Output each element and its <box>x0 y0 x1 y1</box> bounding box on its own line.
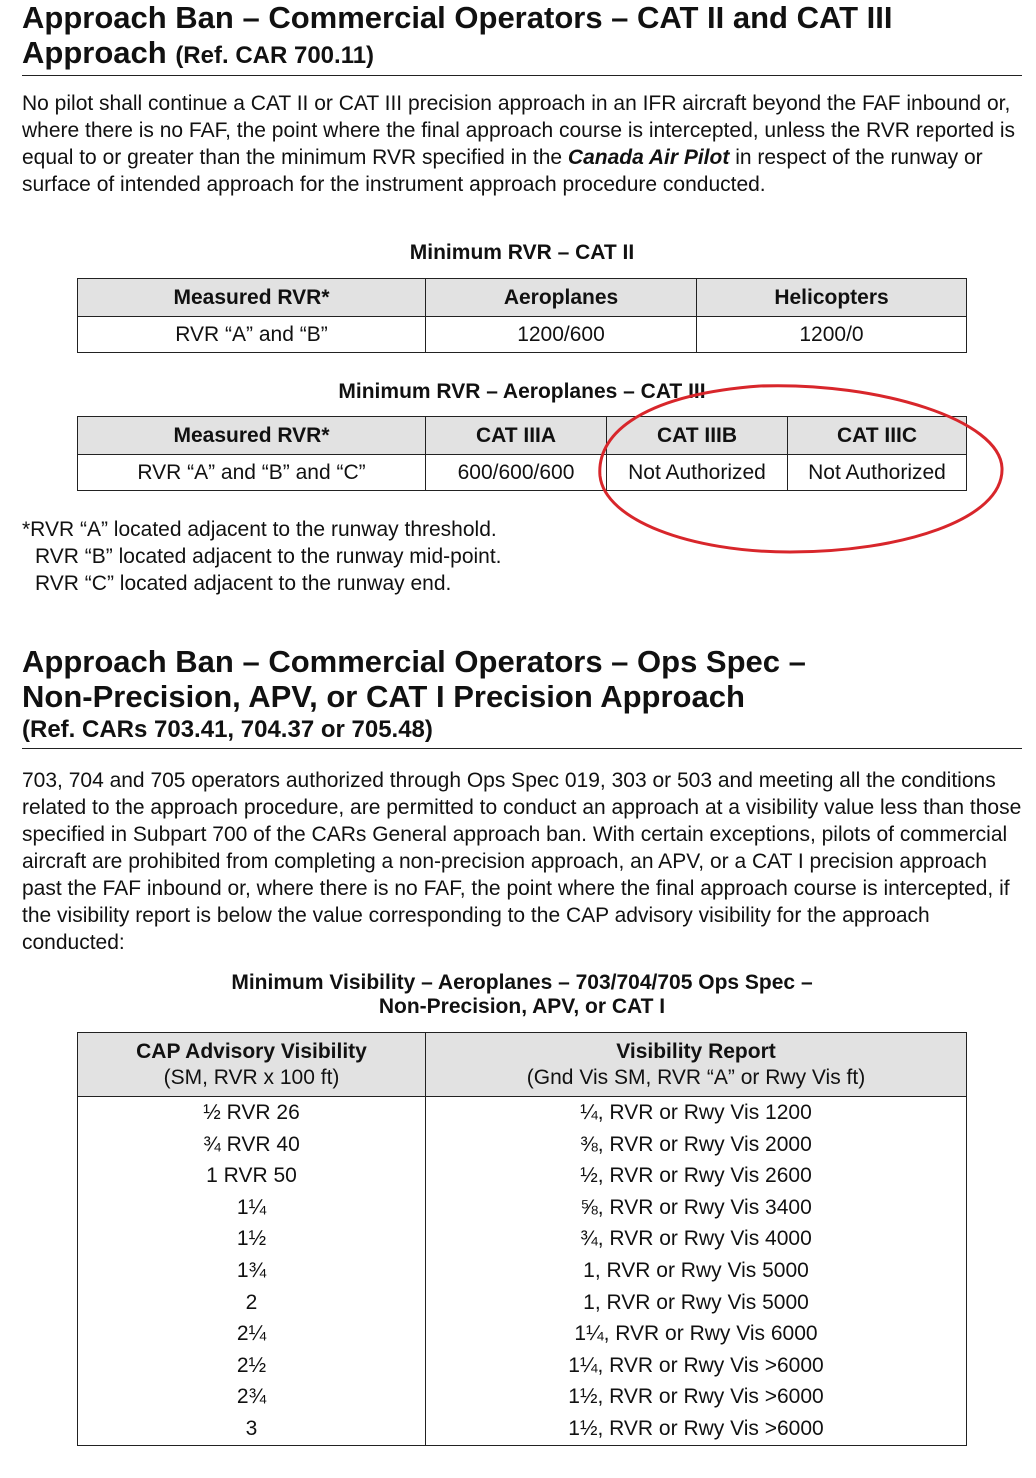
table-vis-col2-title: Visibility Report <box>616 1039 776 1063</box>
table-row <box>78 1287 967 1319</box>
table-row <box>78 1255 967 1287</box>
table-cell: ⅝, RVR or Rwy Vis 3400 <box>426 1192 967 1224</box>
table-cell: ⅜, RVR or Rwy Vis 2000 <box>426 1129 967 1161</box>
table-cell: ½ RVR 26 <box>78 1097 426 1129</box>
table-cat2-header: Aeroplanes <box>426 279 697 317</box>
table-cat3-cell: 600/600/600 <box>426 455 607 491</box>
table-cat2-header: Measured RVR* <box>78 279 426 317</box>
table-cat3-cell: Not Authorized <box>607 455 788 491</box>
table-cat3-header: Measured RVR* <box>78 417 426 455</box>
table-row <box>78 1318 967 1350</box>
table-cell: 1 RVR 50 <box>78 1160 426 1192</box>
table-vis-col1-sub: (SM, RVR x 100 ft) <box>163 1065 340 1089</box>
table-cat3-header: CAT IIIB <box>607 417 788 455</box>
table-cell: 2¼ <box>78 1318 426 1350</box>
table-cat2-cell: 1200/0 <box>697 317 967 353</box>
section2-heading-ref: (Ref. CARs 703.41, 704.37 or 705.48) <box>22 716 433 743</box>
section1-heading-main: Approach Ban – Commercial Operators – CAT II and CAT III Approach <box>22 0 893 70</box>
table-cell: 2¾ <box>78 1381 426 1413</box>
table-cell: 1¼, RVR or Rwy Vis 6000 <box>426 1318 967 1350</box>
table-cell: ½, RVR or Rwy Vis 2600 <box>426 1160 967 1192</box>
section2-heading-block <box>22 644 1022 749</box>
table-cell: 1, RVR or Rwy Vis 5000 <box>426 1255 967 1287</box>
section2-heading <box>22 644 1022 748</box>
table-cat2 <box>77 278 967 353</box>
section1-para-before: No pilot shall continue a CAT II or CAT III precision approach in an IFR aircraft beyond the FAF inbound or, where there is no FAF, the point where the final approach course is intercepted, unless the RVR reported is equal to or greater than the minimum RVR specified in the <box>22 92 1015 169</box>
section2-heading-line1: Approach Ban – Commercial Operators – Ops Spec – <box>22 644 806 679</box>
table-cell: 1¾ <box>78 1255 426 1287</box>
table-cat3-cell: RVR “A” and “B” and “C” <box>78 455 426 491</box>
table-cat2-caption: Minimum RVR – CAT II <box>409 241 635 264</box>
table-row <box>78 1381 967 1413</box>
table-cell: 1½ <box>78 1223 426 1255</box>
table-vis-col1-title: CAP Advisory Visibility <box>136 1039 367 1063</box>
table-cat3-caption: Minimum RVR – Aeroplanes – CAT III <box>338 380 706 403</box>
table-vis-caption-line1: Minimum Visibility – Aeroplanes – 703/704/705 Ops Spec – <box>231 971 813 994</box>
table-cell: 2½ <box>78 1350 426 1382</box>
table-row <box>78 1192 967 1224</box>
table-cell: 1¼, RVR or Rwy Vis >6000 <box>426 1350 967 1382</box>
table-cell: 1, RVR or Rwy Vis 5000 <box>426 1287 967 1319</box>
section1-heading-block <box>22 0 1022 76</box>
table-vis-header <box>426 1033 967 1097</box>
table-cell: 1½, RVR or Rwy Vis >6000 <box>426 1413 967 1445</box>
table-row <box>78 1129 967 1161</box>
table-vis-header <box>78 1033 426 1097</box>
footnote-a: *RVR “A” located adjacent to the runway threshold. <box>22 518 497 541</box>
section1-paragraph <box>22 90 1022 198</box>
section2-paragraph: 703, 704 and 705 operators authorized through Ops Spec 019, 303 or 503 and meeting all the conditions related to the approach procedure, are permitted to conduct an approach at a visibility value less than those specified in Subpart 700 of the CARs General approach ban. With certain exceptions, pilots of commercial aircraft are prohibited from completing a non-precision approach, an APV, or a CAT I precision approach past the FAF inbound or, where there is no FAF, the point where the final approach course is intercepted, if the visibility report is below the value corresponding to the CAP advisory visibility for the approach conducted: <box>22 769 1022 954</box>
section1-para-after: in respect of the runway or surface of intended approach for the instrument approach procedure conducted. <box>22 146 983 196</box>
table-cell: 2 <box>78 1287 426 1319</box>
table-cat3-header: CAT IIIC <box>788 417 967 455</box>
table-row <box>78 1160 967 1192</box>
table-row <box>78 1350 967 1382</box>
table-cat3 <box>77 416 967 491</box>
table-vis-col2-sub: (Gnd Vis SM, RVR “A” or Rwy Vis ft) <box>526 1065 866 1089</box>
section1-para-emph: Canada Air Pilot <box>567 146 730 169</box>
table-cell: ¾ RVR 40 <box>78 1129 426 1161</box>
table-cat3-header: CAT IIIA <box>426 417 607 455</box>
footnote-b: RVR “B” located adjacent to the runway mid-point. <box>35 545 502 568</box>
table-cell: 1½, RVR or Rwy Vis >6000 <box>426 1381 967 1413</box>
section1-heading <box>22 0 1022 75</box>
table-cat2-cell: RVR “A” and “B” <box>78 317 426 353</box>
table-cat2-cell: 1200/600 <box>426 317 697 353</box>
table-row <box>78 1413 967 1445</box>
table-cat3-cell: Not Authorized <box>788 455 967 491</box>
table-vis-caption-line2: Non-Precision, APV, or CAT I <box>378 995 666 1018</box>
table-cell: ¼, RVR or Rwy Vis 1200 <box>426 1097 967 1129</box>
section2-heading-line2: Non-Precision, APV, or CAT I Precision Approach <box>22 679 745 714</box>
table-cat2-header: Helicopters <box>697 279 967 317</box>
section1-heading-ref: (Ref. CAR 700.11) <box>175 42 375 69</box>
table-row <box>78 1223 967 1255</box>
table-vis-caption <box>22 971 1022 1019</box>
table-cell: 3 <box>78 1413 426 1445</box>
footnote-c: RVR “C” located adjacent to the runway end. <box>35 572 452 595</box>
table-vis <box>77 1032 967 1446</box>
table-cell: 1¼ <box>78 1192 426 1224</box>
table-row <box>78 1097 967 1129</box>
table-cell: ¾, RVR or Rwy Vis 4000 <box>426 1223 967 1255</box>
